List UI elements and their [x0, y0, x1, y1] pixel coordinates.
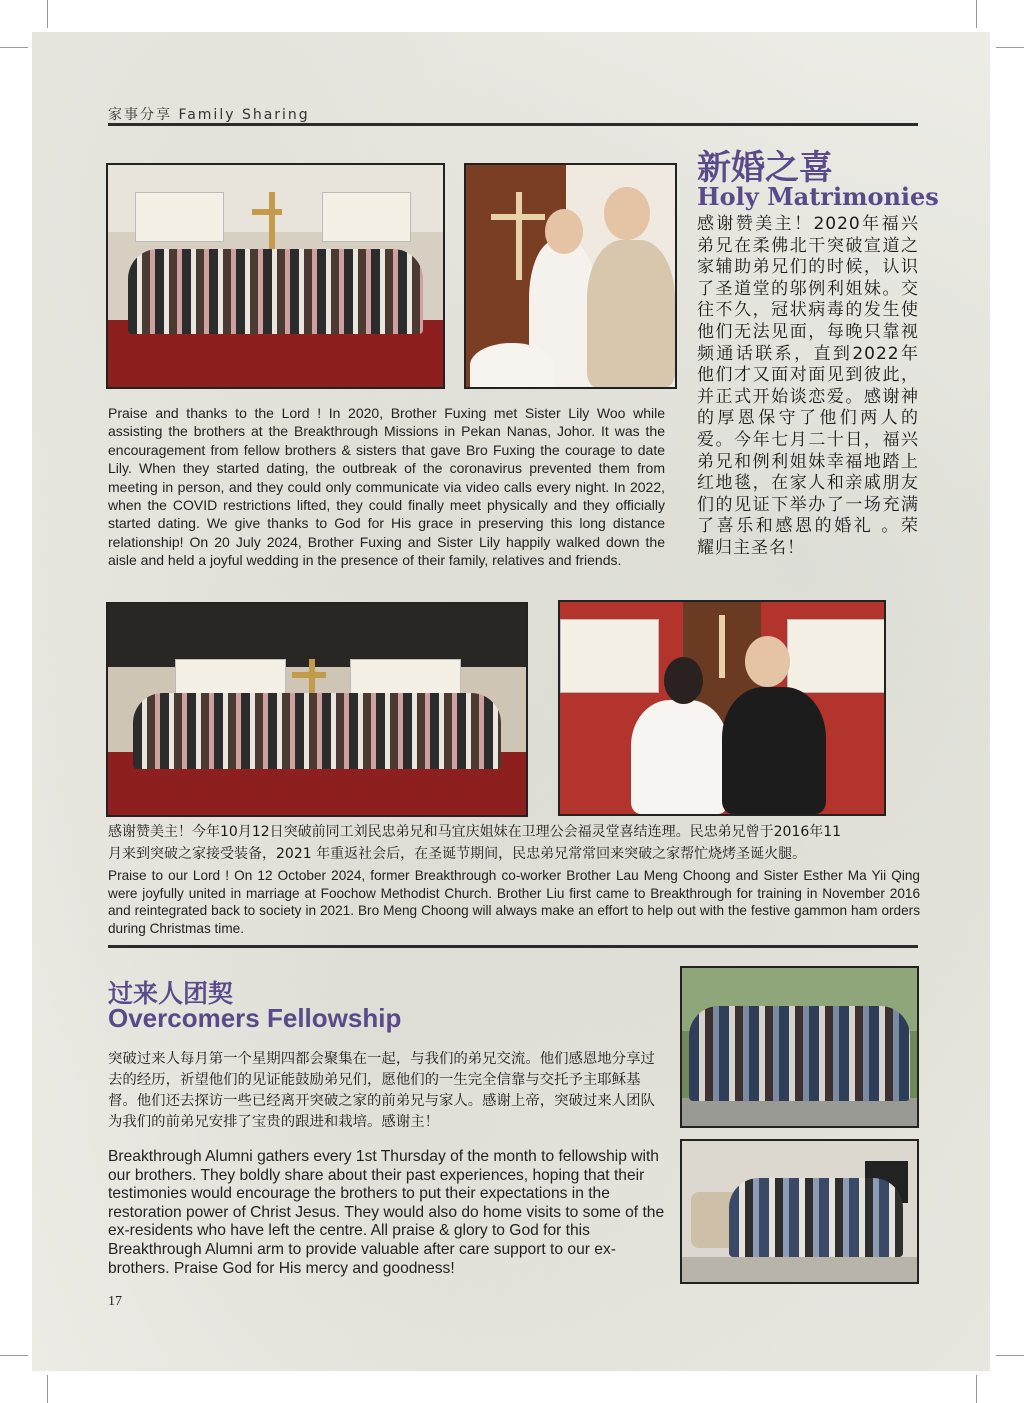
section-header: 家事分享 Family Sharing — [108, 107, 310, 123]
crop-mark — [47, 1375, 48, 1403]
fellowship-title-en: Overcomers Fellowship — [108, 1003, 402, 1033]
wedding2-body-en: Praise to our Lord ! On 12 October 2024, former Breakthrough co-worker Brother Lau Meng Choong and Sister Esther Ma Yii Qing were joyfully united in marriage at Foochow Methodist Church. Brother Liu first came to Breakthrough for training in November 2016 and reintegrated back to society in 2021. Bro Meng Choong will always make an effort to help out with the festive gammon ham orders during Christmas time. — [108, 868, 920, 936]
wedding2-body-cn-line2: 月来到突破之家接受装备，2021 年重返社会后，在圣诞节期间，民忠弟兄常常回来突破之家帮忙烧烤圣诞火腿。 — [108, 846, 807, 862]
crop-mark — [47, 0, 48, 28]
couple-photo-wedding-1 — [464, 163, 677, 389]
fellowship-body-en: Breakthrough Alumni gathers every 1st Thursday of the month to fellowship with our brothers. They boldly share about their past experiences, hoping that their testimonies would encourage the brothers to put their expectations in the restoration power of Christ Jesus. They would also do home visits to some of the ex-residents who have left the centre. All praise & glory to God for this Breakthrough Alumni arm to provide valuable after care support to our ex-brothers. Praise God for His mercy and goodness! — [108, 1148, 665, 1277]
crop-mark — [0, 47, 28, 48]
crop-mark — [996, 1355, 1024, 1356]
crop-mark — [976, 1375, 977, 1403]
matrimonies-body-cn: 感谢赞美主！2020年福兴弟兄在柔佛北干突破宣道之家辅助弟兄们的时候，认识了圣道堂的邬例利姐妹。交往不久，冠状病毒的发生使他们无法见面，每晚只靠视频通话联系，直到2022年他们才又面对面见到彼此，并正式开始谈恋爱。感谢神的厚恩保守了他们两人的爱。今年七月二十日，福兴弟兄和例利姐妹幸福地踏上红地毯，在家人和亲戚朋友们的见证下举办了一场充满了喜乐和感恩的婚礼 。荣耀归主圣名！ — [697, 214, 919, 558]
fellowship-title-cn: 过来人团契 — [108, 979, 234, 1008]
matrimonies-title-cn: 新婚之喜 — [697, 148, 833, 188]
group-photo-wedding-2 — [106, 602, 528, 817]
matrimonies-body-en: Praise and thanks to the Lord ! In 2020, Brother Fuxing met Sister Lily Woo while assisting the brothers at the Breakthrough Missions in Pekan Nanas, Johor. It was the encouragement from fellow brothers & sisters that gave Bro Fuxing the courage to date Lily. When they started dating, the outbreak of the coronavirus prevented them from meeting in person, and they could only communicate via video calls every night. In 2022, when the COVID restrictions lifted, they could finally meet physically and they officially started dating. We give thanks to God for His grace in preserving this long distance relationship! On 20 July 2024, Brother Fuxing and Sister Lily happily walked down the aisle and held a joyful wedding in the presence of their family, relatives and friends. — [108, 405, 665, 569]
fellowship-body-cn: 突破过来人每月第一个星期四都会聚集在一起，与我们的弟兄交流。他们感恩地分享过去的经历，祈望他们的见证能鼓励弟兄们，愿他们的一生完全信靠与交托予主耶稣基督。他们还去探访一些已经离开突破之家的前弟兄与家人。感谢上帝，突破过来人团队为我们的前弟兄安排了宝贵的跟进和栽培。感谢主！ — [108, 1051, 655, 1130]
wedding2-body-cn-line1: 感谢赞美主！今年10月12日突破前同工刘民忠弟兄和马宜庆姐妹在卫理公会福灵堂喜结连理。民忠弟兄曾于2016年11 — [108, 824, 842, 840]
matrimonies-title-en: Holy Matrimonies — [697, 182, 939, 211]
fellowship-photo-home-visit — [680, 1139, 919, 1284]
crop-mark — [996, 47, 1024, 48]
crop-mark — [976, 0, 977, 28]
crop-mark — [0, 1355, 28, 1356]
header-rule — [108, 123, 918, 126]
section-rule — [108, 945, 918, 948]
page-number: 17 — [108, 1294, 122, 1309]
couple-photo-wedding-2 — [558, 600, 886, 816]
fellowship-photo-outdoor — [680, 966, 919, 1128]
group-photo-wedding-1 — [106, 163, 445, 389]
